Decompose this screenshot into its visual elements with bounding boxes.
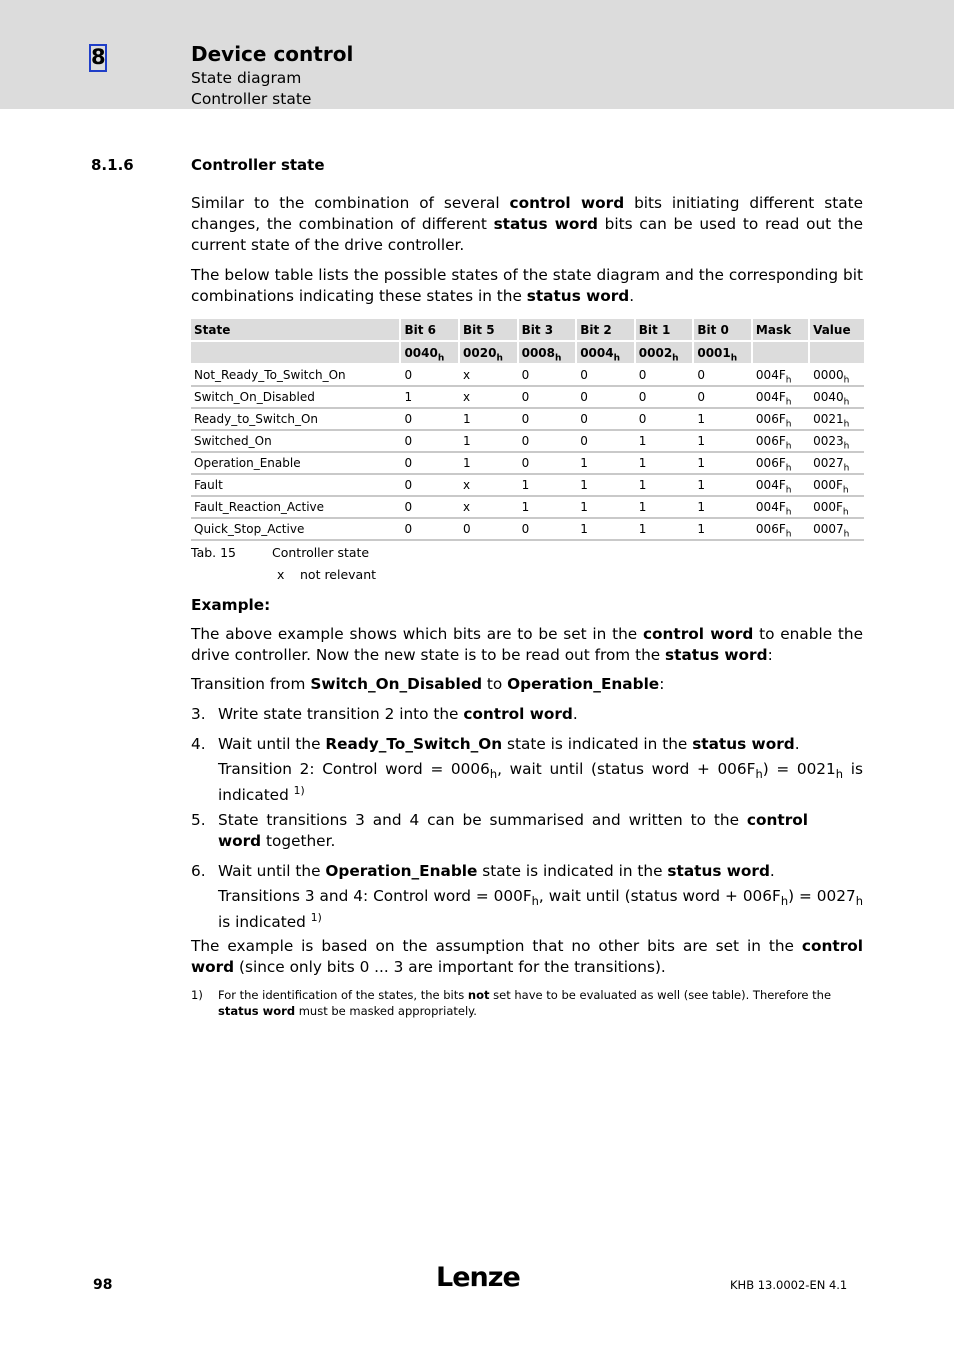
legend-symbol: x — [277, 567, 285, 582]
table-cell: Fault — [191, 474, 400, 496]
header-cell: Bit 6 — [400, 319, 459, 341]
section-title: Controller state — [191, 156, 325, 174]
header-cell: Mask — [752, 319, 809, 341]
closing-paragraph: The example is based on the assumption that no other bits are set in the control word (since only bits 0 ... 3 are important for the transitions). — [191, 937, 863, 976]
table-cell: 1 — [518, 496, 577, 518]
table-caption-label: Tab. 15 — [191, 545, 237, 560]
table-cell: Quick_Stop_Active — [191, 518, 400, 540]
table-cell: 0 — [576, 408, 635, 430]
subheader-cell: $0020_h$ — [459, 341, 518, 364]
table-cell: $006F_h$ — [752, 430, 809, 452]
table-cell: 0 — [518, 386, 577, 408]
table-cell: x — [459, 386, 518, 408]
table-cell: 1 — [693, 518, 752, 540]
table-cell: x — [459, 364, 518, 386]
table-cell: 1 — [518, 474, 577, 496]
table-cell: $0027_h$ — [809, 452, 864, 474]
subheader-cell — [191, 341, 400, 364]
table-cell: 1 — [576, 496, 635, 518]
table-cell: 1 — [693, 474, 752, 496]
table-cell: 1 — [576, 518, 635, 540]
table-cell: 0 — [400, 364, 459, 386]
document-id: KHB 13.0002-EN 4.1 — [730, 1278, 848, 1292]
header-cell: Bit 2 — [576, 319, 635, 341]
table-cell: 0 — [400, 430, 459, 452]
subheader-cell: $0040_h$ — [400, 341, 459, 364]
transition-line: Transition from Switch_On_Disabled to Operation_Enable: — [191, 675, 665, 693]
table-cell: Ready_to_Switch_On — [191, 408, 400, 430]
lenze-logo: Lenze — [436, 1262, 520, 1293]
table-cell: 0 — [400, 474, 459, 496]
example-paragraph: The above example shows which bits are to be set in the control word to enable the drive controller. Now the new state is to be read out from the status word: — [191, 625, 863, 664]
table-caption-text: Controller state — [272, 545, 370, 560]
table-cell: $0040_h$ — [809, 386, 864, 408]
table-cell: 0 — [400, 518, 459, 540]
table-cell: Operation_Enable — [191, 452, 400, 474]
table-row — [191, 430, 864, 452]
table-row — [191, 496, 864, 518]
header-cell: Bit 1 — [635, 319, 694, 341]
legend-text: not relevant — [300, 567, 377, 582]
step-detail: Transitions 3 and 4: Control word = $000F_h$, wait until (status word + $006F_h) = 0027_h$ is indicated $^{1)}$ — [218, 887, 863, 932]
table-cell: x — [459, 496, 518, 518]
header-cell: Value — [809, 319, 864, 341]
header-cell: Bit 5 — [459, 319, 518, 341]
footnote: 1) For the identification of the states, the bits not set have to be evaluated as well (see table). Therefore the status word must be masked appropriately. — [191, 988, 832, 1018]
table-cell: $000F_h$ — [809, 496, 864, 518]
table-cell: 1 — [635, 474, 694, 496]
table-cell: 0 — [576, 430, 635, 452]
table-cell: 1 — [693, 408, 752, 430]
table-cell: 1 — [576, 452, 635, 474]
table-cell: $006F_h$ — [752, 408, 809, 430]
subheader-cell — [752, 341, 809, 364]
table-cell: 0 — [400, 452, 459, 474]
table-cell: 0 — [635, 364, 694, 386]
intro-paragraph-2: The below table lists the possible states of the state diagram and the corresponding bit combinations indicating these states in the status word. — [191, 266, 863, 305]
chapter-title: Device control — [191, 42, 354, 66]
section-number: 8.1.6 — [91, 156, 134, 174]
table-cell: 1 — [459, 430, 518, 452]
table-cell: 1 — [693, 452, 752, 474]
table-cell: 1 — [459, 452, 518, 474]
table-cell: 0 — [518, 518, 577, 540]
table-row — [191, 364, 864, 386]
controller-state-table — [191, 319, 864, 541]
table-cell: 1 — [400, 386, 459, 408]
header-cell: State — [191, 319, 400, 341]
table-cell: 0 — [635, 386, 694, 408]
step-item: 5. State transitions 3 and 4 can be summarised and written to the control word together. — [191, 811, 808, 850]
table-cell: $006F_h$ — [752, 452, 809, 474]
header-subtitle-1: State diagram — [191, 69, 302, 87]
header-subtitle-2: Controller state — [191, 90, 312, 108]
intro-paragraph-1: Similar to the combination of several control word bits initiating different state changes, the combination of different status word bits can be used to read out the current state of the drive controller. — [191, 194, 863, 254]
subheader-cell: $0001_h$ — [693, 341, 752, 364]
table-cell: 1 — [693, 496, 752, 518]
table-cell: 1 — [635, 452, 694, 474]
step-detail: Transition 2: Control word = $0006_h$, wait until (status word + $006F_h) = 0021_h$ is indicated $^{1)}$ — [218, 760, 863, 805]
subheader-cell: $0002_h$ — [635, 341, 694, 364]
table-cell: $004F_h$ — [752, 474, 809, 496]
table-cell: $006F_h$ — [752, 518, 809, 540]
table-cell: x — [459, 474, 518, 496]
table-cell: 1 — [693, 430, 752, 452]
table-cell: 0 — [518, 408, 577, 430]
table-cell: Not_Ready_To_Switch_On — [191, 364, 400, 386]
table-row — [191, 408, 864, 430]
table-cell: $004F_h$ — [752, 496, 809, 518]
table-cell: 1 — [635, 430, 694, 452]
table-cell: $0000_h$ — [809, 364, 864, 386]
table-cell: 0 — [518, 452, 577, 474]
table-cell: Switched_On — [191, 430, 400, 452]
table-cell: $000F_h$ — [809, 474, 864, 496]
page-header — [0, 0, 954, 109]
table-cell: 0 — [400, 496, 459, 518]
table-cell: 1 — [459, 408, 518, 430]
page-number: 98 — [93, 1277, 113, 1293]
subheader-cell: $0004_h$ — [576, 341, 635, 364]
table-cell: 1 — [635, 496, 694, 518]
table-cell: 0 — [459, 518, 518, 540]
table-row — [191, 474, 864, 496]
table-cell: 0 — [400, 408, 459, 430]
chapter-number: 8 — [89, 44, 107, 72]
table-row — [191, 518, 864, 540]
table-cell: 1 — [576, 474, 635, 496]
table-cell: $0023_h$ — [809, 430, 864, 452]
step-item: 6. Wait until the Operation_Enable state is indicated in the status word. Transitions 3 and 4: Control word = $000F_h$, wait until (status word + $006F_h) = 0027_h$ is indicated $^{1)}$ — [191, 862, 863, 932]
table-cell: 0 — [576, 386, 635, 408]
example-heading: Example: — [191, 596, 271, 614]
table-cell: 0 — [518, 430, 577, 452]
table-cell: Switch_On_Disabled — [191, 386, 400, 408]
table-header-row — [191, 319, 864, 341]
table-cell: 0 — [693, 386, 752, 408]
table-row — [191, 452, 864, 474]
table-cell: $0021_h$ — [809, 408, 864, 430]
table-cell: 0 — [693, 364, 752, 386]
table-cell: Fault_Reaction_Active — [191, 496, 400, 518]
header-cell: Bit 3 — [518, 319, 577, 341]
table-subheader-row — [191, 341, 864, 364]
table-cell: 0 — [635, 408, 694, 430]
table-cell: 0 — [518, 364, 577, 386]
subheader-cell — [809, 341, 864, 364]
table-cell: $0007_h$ — [809, 518, 864, 540]
header-cell: Bit 0 — [693, 319, 752, 341]
table-cell: $004F_h$ — [752, 386, 809, 408]
table-cell: $004F_h$ — [752, 364, 809, 386]
table-cell: 1 — [635, 518, 694, 540]
subheader-cell: $0008_h$ — [518, 341, 577, 364]
table-row — [191, 386, 864, 408]
step-item: 4. Wait until the Ready_To_Switch_On state is indicated in the status word. Transition 2: Control word = $0006_h$, wait until (status word + $006F_h) = 0021_h$ is indicated $^{1)}$ — [191, 735, 863, 805]
table-cell: 0 — [576, 364, 635, 386]
step-item: 3. Write state transition 2 into the control word. — [191, 705, 578, 723]
